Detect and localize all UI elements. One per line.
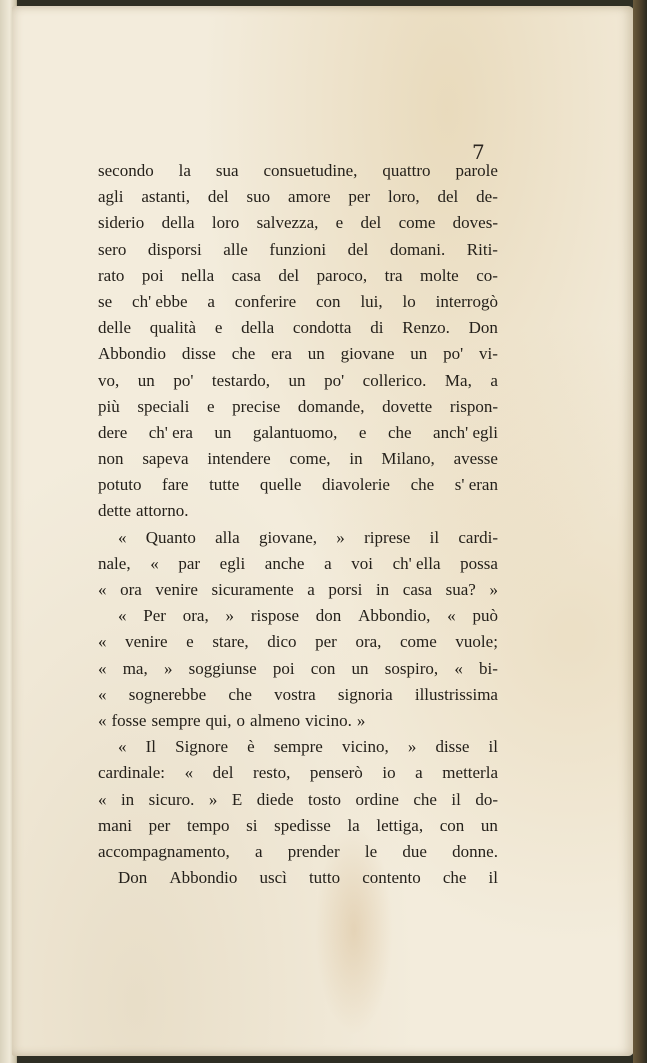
word: venire <box>125 632 168 652</box>
word: sua <box>215 161 239 180</box>
word: possa <box>460 553 498 573</box>
word: due <box>402 841 427 861</box>
word: spedisse <box>274 815 331 835</box>
word: tutto <box>308 868 341 888</box>
word: « <box>118 737 127 757</box>
word: o <box>236 710 246 730</box>
word: a <box>254 841 263 861</box>
word: a <box>415 763 423 783</box>
word: giovane, <box>258 527 318 547</box>
word: quattro <box>382 161 431 180</box>
word: alla <box>215 527 240 547</box>
word: co- <box>476 265 498 285</box>
word: un <box>214 422 232 442</box>
word: secondo <box>98 161 154 180</box>
word: sempre <box>151 710 201 730</box>
word: tosto <box>307 789 342 809</box>
word: del <box>347 239 369 259</box>
word: Quanto <box>145 527 196 547</box>
text-line <box>98 734 498 760</box>
word: » <box>489 580 498 599</box>
word: in <box>349 449 363 469</box>
word: soggiunse <box>188 658 257 678</box>
word: più <box>98 396 120 416</box>
word: che <box>228 684 252 704</box>
word: ora, <box>355 632 382 652</box>
text-line <box>98 341 498 367</box>
word: sospiro, <box>384 658 439 678</box>
word: vuole; <box>455 632 498 652</box>
word: Don <box>468 318 498 338</box>
word: un <box>137 370 155 390</box>
word: vi- <box>479 344 498 364</box>
word: Abbondio <box>169 868 238 888</box>
word: galantuomo, <box>252 422 338 442</box>
paper-page <box>12 6 634 1056</box>
text-line <box>98 210 498 236</box>
text-line <box>98 472 498 498</box>
word: le <box>364 841 378 861</box>
word: nella <box>181 265 215 285</box>
word: interrogò <box>435 291 498 311</box>
text-line <box>98 158 498 184</box>
word: venire <box>155 580 198 599</box>
word: a <box>207 291 215 311</box>
word: ora <box>120 580 142 599</box>
word: non <box>98 449 124 469</box>
text-line <box>98 446 498 472</box>
word: ch' era <box>148 422 193 442</box>
word: contento <box>362 868 421 888</box>
word: casa <box>402 580 433 599</box>
word: la <box>178 161 191 180</box>
word: fare <box>162 475 189 495</box>
word: giovane <box>340 344 395 364</box>
word: « <box>98 658 107 678</box>
word: un <box>351 658 369 678</box>
word: come <box>398 213 436 233</box>
word: dette <box>98 501 132 521</box>
word: dovette <box>382 396 433 416</box>
word: sognerebbe <box>128 684 207 704</box>
word: disporsi <box>147 239 202 259</box>
word: sicuro. <box>148 789 195 809</box>
word: a <box>307 580 315 599</box>
word: almeno <box>250 710 301 730</box>
word: del <box>437 187 459 207</box>
word: il <box>451 789 461 809</box>
word: par <box>178 553 201 573</box>
word: « <box>98 580 107 599</box>
word: del <box>212 763 234 783</box>
text-line <box>98 394 498 420</box>
word: loro <box>211 213 240 233</box>
text-line <box>98 551 498 577</box>
word: suo <box>246 187 271 207</box>
text-line <box>98 315 498 341</box>
word: con <box>439 815 465 835</box>
word: E <box>231 789 243 809</box>
word: la <box>347 815 360 835</box>
word: e <box>358 422 367 442</box>
word: si <box>246 815 258 835</box>
word: come, <box>289 449 331 469</box>
word: « <box>454 658 463 678</box>
word: « <box>118 527 127 547</box>
word: che <box>413 789 437 809</box>
word: può <box>472 606 498 626</box>
word: e <box>335 213 344 233</box>
word: mani <box>98 815 132 835</box>
word: Signore <box>175 737 228 757</box>
word: collerico. <box>362 370 427 390</box>
word: rispon- <box>449 396 498 416</box>
word: un <box>288 370 306 390</box>
word: » <box>163 658 173 678</box>
word: Don <box>118 868 148 888</box>
word: con <box>316 291 341 311</box>
word: astanti, <box>141 187 191 207</box>
word: porsi <box>328 580 363 599</box>
word: a <box>324 553 332 573</box>
word: Riti- <box>466 239 498 259</box>
text-line <box>98 289 498 315</box>
page-stack-edge <box>633 0 647 1063</box>
word: quelle <box>259 475 302 495</box>
word: disse <box>435 737 470 757</box>
word: « <box>150 553 159 573</box>
word: cardinale: <box>98 763 166 783</box>
word: di <box>370 318 384 338</box>
word: che <box>442 868 467 888</box>
word: casa <box>231 265 261 285</box>
word: « <box>98 710 107 730</box>
word: se <box>98 291 113 311</box>
word: conferire <box>234 291 297 311</box>
word: potuto <box>98 475 142 495</box>
word: tra <box>384 265 403 285</box>
word: « <box>98 789 107 809</box>
word: penserò <box>309 763 363 783</box>
text-line <box>98 263 498 289</box>
body-text <box>98 158 498 891</box>
word: io <box>382 763 396 783</box>
word: don <box>315 606 342 626</box>
word: il <box>429 527 440 547</box>
word: stare, <box>212 632 249 652</box>
word: vostra <box>274 684 316 704</box>
word: condotta <box>292 318 352 338</box>
word: sempre <box>273 737 323 757</box>
word: uscì <box>259 868 287 888</box>
text-line <box>98 760 498 786</box>
word: anche <box>264 553 305 573</box>
word: fosse <box>111 710 147 730</box>
word: bi- <box>479 658 498 678</box>
text-line <box>98 839 498 865</box>
word: voi <box>351 553 373 573</box>
word: diede <box>256 789 294 809</box>
word: « <box>184 763 194 783</box>
word: « <box>98 684 107 704</box>
word: metterla <box>442 763 498 783</box>
word: Renzo. <box>402 318 450 338</box>
word: » <box>356 710 366 730</box>
word: precise <box>232 396 281 416</box>
word: sua? <box>445 580 476 599</box>
word: sero <box>98 239 127 259</box>
word: e <box>206 396 215 416</box>
word: il <box>488 737 498 757</box>
word: salvezza, <box>256 213 319 233</box>
word: del <box>278 265 300 285</box>
word: con <box>310 658 336 678</box>
word: era <box>271 344 292 364</box>
word: dico <box>267 632 297 652</box>
text-line <box>98 498 498 524</box>
word: « <box>118 606 127 626</box>
text-line <box>98 813 498 839</box>
text-line <box>98 603 498 629</box>
word: vicino. <box>305 710 352 730</box>
text-line <box>98 237 498 263</box>
word: intendere <box>207 449 271 469</box>
word: Abbondio <box>98 344 166 364</box>
word: ch' ebbe <box>132 291 188 311</box>
page-number: 7 <box>472 140 485 164</box>
word: lo <box>402 291 416 311</box>
word: un <box>307 344 325 364</box>
word: che <box>410 475 435 495</box>
word: testardo, <box>211 370 270 390</box>
word: poi <box>272 658 295 678</box>
word: il <box>488 868 498 888</box>
word: domande, <box>297 396 365 416</box>
word: e <box>186 632 194 652</box>
word: diavolerie <box>322 475 390 495</box>
word: de- <box>476 187 498 207</box>
word: illustrissima <box>414 684 498 704</box>
word: » <box>336 527 345 547</box>
word: donne. <box>452 841 498 861</box>
word: consuetudine, <box>263 161 358 180</box>
word: sicuramente <box>211 580 294 599</box>
word: ora, <box>182 606 209 626</box>
text-line <box>98 629 498 655</box>
word: s' eran <box>454 475 498 495</box>
word: amore <box>288 187 331 207</box>
word: ordine <box>355 789 399 809</box>
word: « <box>98 632 107 652</box>
word: loro, <box>388 187 420 207</box>
word: tutte <box>209 475 240 495</box>
word: in <box>120 789 135 809</box>
word: lui, <box>360 291 383 311</box>
word: ch' ella <box>392 553 441 573</box>
word: Abbondio, <box>358 606 431 626</box>
word: del <box>207 187 229 207</box>
word: » <box>407 737 417 757</box>
text-line <box>98 420 498 446</box>
word: rato <box>98 265 125 285</box>
word: vo, <box>98 370 120 390</box>
word: avesse <box>453 449 498 469</box>
word: agli <box>98 187 124 207</box>
text-line <box>98 682 498 708</box>
word: po' <box>324 370 345 390</box>
text-line <box>98 656 498 682</box>
word: come <box>400 632 437 652</box>
word: nale, <box>98 553 131 573</box>
word: Il <box>145 737 156 757</box>
word: alle <box>223 239 248 259</box>
word: in <box>375 580 390 599</box>
word: po' <box>443 344 464 364</box>
word: » <box>225 606 235 626</box>
word: do- <box>475 789 498 809</box>
word: parole <box>455 161 498 180</box>
word: doves- <box>452 213 498 233</box>
word: accompagnamento, <box>98 841 230 861</box>
word: riprese <box>364 527 411 547</box>
word: a <box>490 370 498 390</box>
word: del <box>360 213 382 233</box>
word: attorno. <box>136 501 189 521</box>
word: ma, <box>122 658 148 678</box>
word: tempo <box>187 815 230 835</box>
text-line <box>98 708 498 734</box>
word: Ma, <box>444 370 472 390</box>
word: po' <box>173 370 194 390</box>
word: Per <box>143 606 166 626</box>
word: che <box>231 344 256 364</box>
word: è <box>247 737 255 757</box>
text-line <box>98 577 498 603</box>
word: per <box>348 187 371 207</box>
word: signoria <box>337 684 393 704</box>
word: anch' egli <box>433 422 498 442</box>
word: molte <box>420 265 459 285</box>
word: per <box>315 632 337 652</box>
word: « <box>447 606 456 626</box>
word: qualità <box>149 318 197 338</box>
word: per <box>148 815 171 835</box>
text-line <box>98 368 498 394</box>
word: paroco, <box>316 265 368 285</box>
word: lettiga, <box>376 815 424 835</box>
text-line <box>98 787 498 813</box>
word: poi <box>141 265 164 285</box>
word: funzioni <box>269 239 327 259</box>
word: e <box>214 318 223 338</box>
word: cardi- <box>458 527 498 547</box>
word: della <box>161 213 195 233</box>
word: qui, <box>205 710 232 730</box>
word: vicino, <box>341 737 389 757</box>
word: resto, <box>253 763 291 783</box>
text-line <box>98 865 498 891</box>
word: sapeva <box>142 449 189 469</box>
text-line <box>98 184 498 210</box>
word: » <box>208 789 218 809</box>
word: siderio <box>98 213 145 233</box>
word: prender <box>287 841 340 861</box>
word: egli <box>219 553 246 573</box>
word: della <box>241 318 275 338</box>
text-line <box>98 525 498 551</box>
word: un <box>480 815 498 835</box>
word: delle <box>98 318 132 338</box>
word: che <box>387 422 412 442</box>
word: rispose <box>250 606 299 626</box>
word: un <box>410 344 428 364</box>
word: domani. <box>389 239 446 259</box>
word: disse <box>181 344 216 364</box>
word: speciali <box>137 396 190 416</box>
word: dere <box>98 422 128 442</box>
word: Milano, <box>381 449 435 469</box>
